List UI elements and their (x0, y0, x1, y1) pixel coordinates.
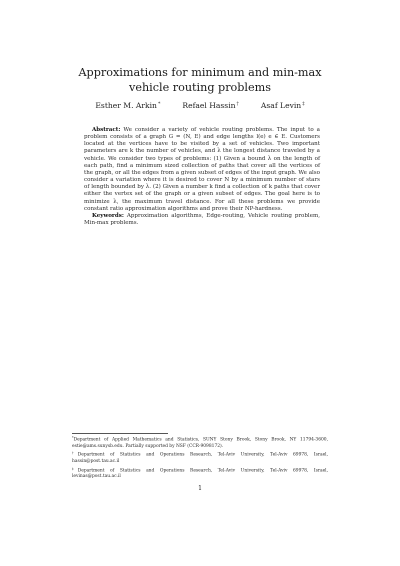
page-number: 1 (198, 485, 202, 492)
author-arkin (95, 101, 160, 110)
abstract-section (84, 127, 320, 227)
author-footnote-mark: ‡ (302, 102, 305, 107)
footnote-mark: † (72, 451, 78, 456)
footnote-mark: * (72, 436, 74, 440)
author-name: Refael Hassin (182, 101, 236, 110)
footnote-levin (72, 466, 328, 481)
footnote-arkin (72, 435, 328, 450)
author-name: Asaf Levin (260, 101, 302, 110)
footnote-text: Department of Applied Mathematics and Statistics, SUNY Stony Brook, Stony Brook, NY 11794-3600, estie@ams.sunysb.edu. Partially supported by NSF (CCR-9098172). (72, 437, 328, 449)
paper-title: Approximations for minimum and min-max vehicle routing problems (78, 66, 322, 94)
abstract-label: Abstract: (92, 127, 121, 133)
keywords-text: Approximation algorithms, Edge-routing, Vehicle routing problem, Min-max problems. (84, 212, 321, 227)
footnote-mark: ‡ (72, 466, 78, 471)
footnote-text: Department of Statistics and Operations Research, Tel-Aviv University, Tel-Aviv 69978, Israel, levinas@post.tau.ac.il (72, 468, 328, 480)
footnote-divider (72, 433, 168, 434)
author-list (60, 101, 340, 110)
author-footnote-mark: † (236, 102, 239, 107)
footnote-text: Department of Statistics and Operations Research, Tel-Aviv University, Tel-Aviv 69978, Israel, hassin@post.tau.ac.il (72, 452, 328, 464)
footnotes-section (72, 435, 328, 481)
keywords-paragraph (84, 213, 320, 227)
author-footnote-mark: * (157, 102, 161, 107)
keywords-label: Keywords: (92, 212, 124, 219)
abstract-paragraph (84, 127, 320, 213)
author-levin (261, 101, 305, 110)
author-hassin (182, 101, 239, 110)
abstract-text: We consider a variety of vehicle routing problems. The input to a problem consists of a graph G = (N, E) and edge lengths l(e) e ∈ E. Customers located at the vertices have to be visited by a set of vehicles. Two important parameters are k the number of vehicles, and λ the longest distance traveled by a vehicle. We consider two types of problems: (1) Given a bound λ on the length of each path, find a minimum sized collection of paths that cover all the vertices of the graph, or all the edges from a given subset of edges of the input graph. We also consider a variation where it is desired to cover N by a minimum number of stars of length bounded by λ. (2) Given a number k find a collection of k paths that cover either the vertex set of the graph or a given subset of edges. The goal here is to minimize λ, the maximum travel distance. For all these problems we provide constant ratio approximation algorithms and prove their NP-hardness. (84, 127, 320, 212)
footnote-hassin (72, 450, 328, 465)
author-name: Esther M. Arkin (95, 101, 157, 110)
